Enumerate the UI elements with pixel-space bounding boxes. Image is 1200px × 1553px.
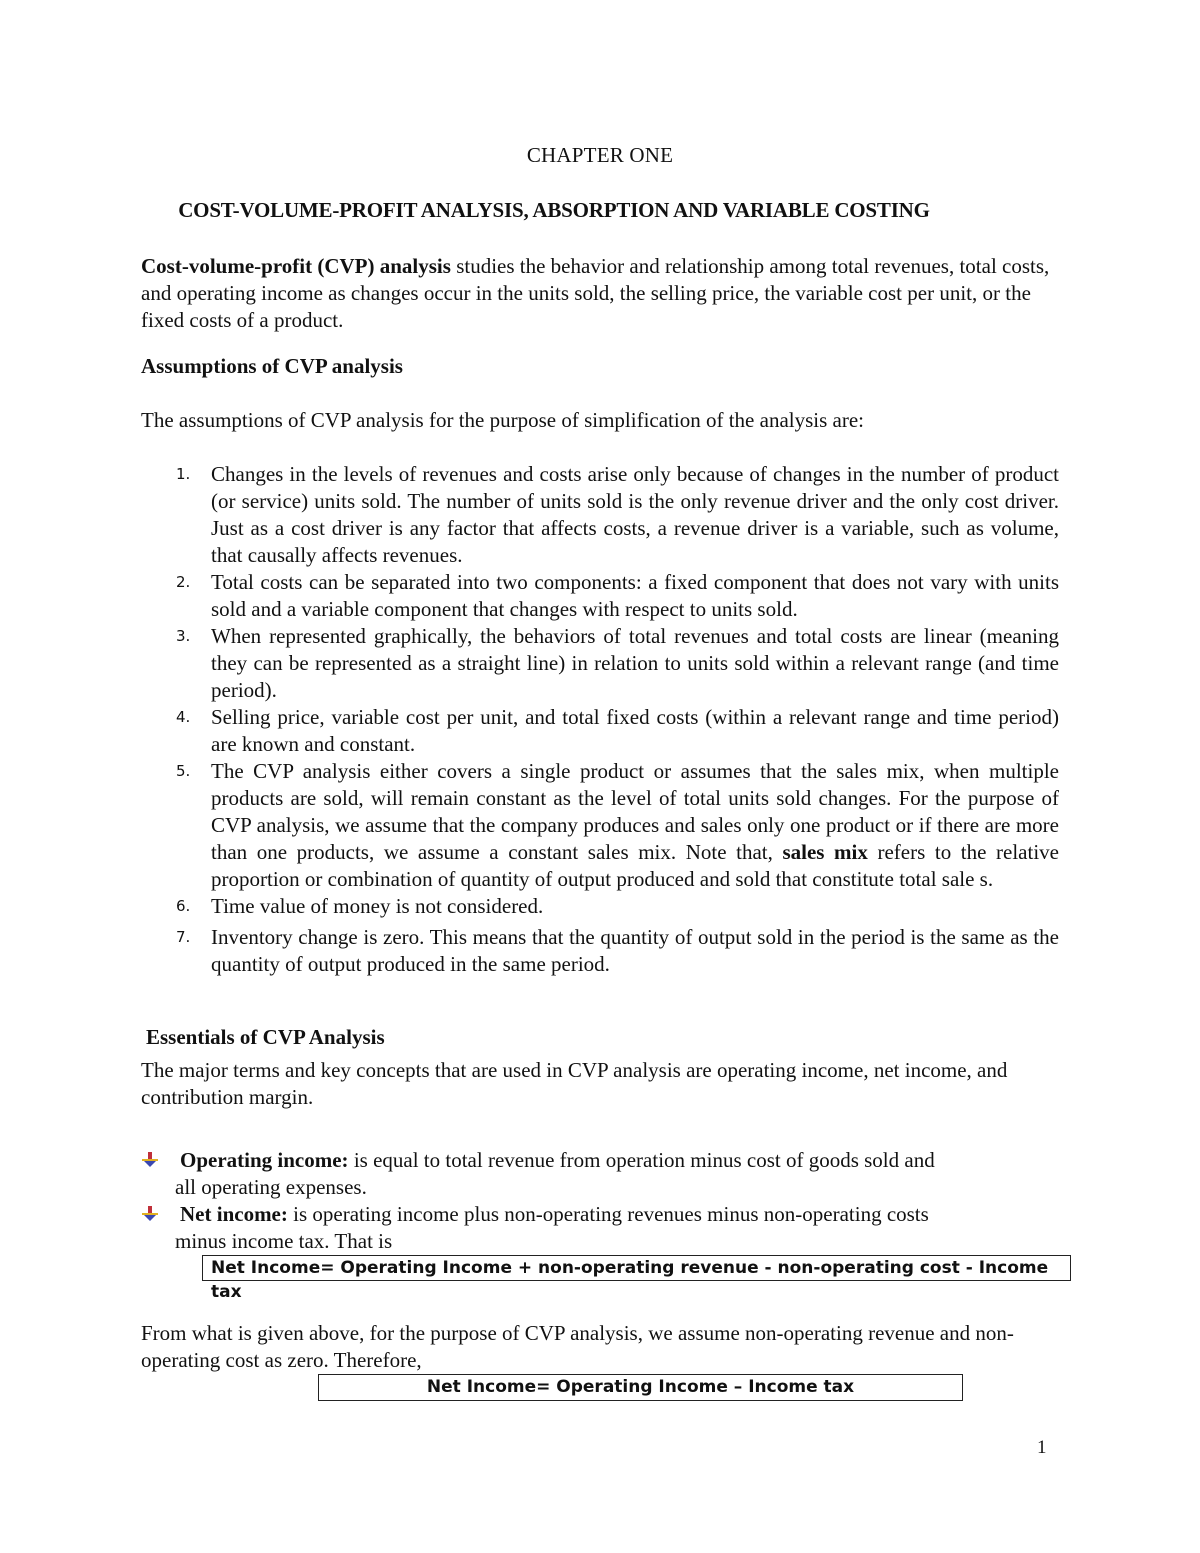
bullet-line	[141, 1147, 1041, 1174]
list-number: 6.	[176, 897, 191, 915]
list-number: 7.	[176, 928, 191, 946]
list-text: Total costs can be separated into two components: a fixed component that does not vary with units sold and a variable component that changes with respect to units sold.	[211, 570, 1059, 621]
assumptions-heading: Assumptions of CVP analysis	[141, 354, 403, 378]
list-text: refers to the relative proportion or combination of quantity of output produced and sold that constitute total sale s.	[211, 840, 1059, 891]
list-item	[141, 893, 1059, 920]
list-text: Time value of money is not considered.	[211, 894, 544, 918]
essentials-text: The major terms and key concepts that are used in CVP analysis are operating income, net income, and contribution margin.	[141, 1058, 1008, 1109]
list-number: 2.	[176, 573, 191, 591]
list-number: 3.	[176, 627, 191, 645]
essentials-heading: Essentials of CVP Analysis	[146, 1025, 385, 1049]
assumptions-intro: The assumptions of CVP analysis for the purpose of simplification of the analysis are:	[141, 408, 865, 432]
list-text: Selling price, variable cost per unit, and total fixed costs (within a relevant range and time period) are known and constant.	[211, 705, 1059, 756]
conclusion-paragraph: From what is given above, for the purpose of CVP analysis, we assume non-operating revenue and non- operating cost as zero. Therefore,	[141, 1321, 1014, 1372]
list-text: When represented graphically, the behaviors of total revenues and total costs are linear (meaning they can be represented as a straight line) in relation to units sold within a relevant range (and time period).	[211, 624, 1059, 702]
bullet-operating-income	[141, 1147, 1041, 1201]
bullet-term: Operating income:	[180, 1148, 349, 1172]
arrow-bullet-icon	[141, 1151, 159, 1169]
formula-box-simplified: Net Income= Operating Income – Income tax	[318, 1374, 963, 1401]
list-text: The CVP analysis either covers a single product or assumes that the sales mix, when multiple products are sold, will remain constant as the level of total units sold changes. For the purpose of CVP analysis, we assume that the company produces and sales only one product or if there are more than one products, we assume a constant sales mix. Note that,	[211, 759, 1059, 864]
list-item	[141, 623, 1059, 704]
intro-paragraph	[141, 253, 1066, 334]
bullet-net-income	[141, 1201, 1041, 1255]
list-text: Changes in the levels of revenues and costs arise only because of changes in the number of product (or service) units sold. The number of units sold is the only revenue driver and the only cost driver. Just as a cost driver is any factor that affects costs, a revenue driver is a variable, such as volume, that causally affects revenues.	[211, 462, 1059, 567]
intro-text: studies the behavior and relationship among total revenues, total costs, and operating income as changes occur in the units sold, the selling price, the variable cost per unit, or the fixed costs of a product.	[141, 254, 1050, 332]
list-item	[141, 924, 1059, 978]
bullet-text: is equal to total revenue from operation minus cost of goods sold and	[348, 1148, 935, 1172]
bullet-continuation: all operating expenses.	[175, 1175, 367, 1199]
list-item	[141, 461, 1059, 569]
list-item	[141, 758, 1059, 893]
bullet-line	[141, 1201, 1041, 1228]
bullet-continuation: minus income tax. That is	[175, 1229, 393, 1253]
arrow-bullet-icon	[141, 1205, 159, 1223]
intro-term: Cost-volume-profit (CVP) analysis	[141, 254, 451, 278]
formula-box-net-income: Net Income= Operating Income + non-operating revenue - non-operating cost - Income tax	[202, 1255, 1071, 1281]
list-number: 5.	[176, 762, 191, 780]
list-item	[141, 569, 1059, 623]
list-number: 1.	[176, 465, 191, 483]
chapter-subtitle: COST-VOLUME-PROFIT ANALYSIS, ABSORPTION AND VARIABLE COSTING	[178, 198, 930, 222]
chapter-title: CHAPTER ONE	[526, 143, 674, 167]
bullet-term: Net income:	[180, 1202, 288, 1226]
list-text: Inventory change is zero. This means that the quantity of output sold in the period is the same as the quantity of output produced in the same period.	[211, 925, 1059, 976]
list-number: 4.	[176, 708, 191, 726]
assumptions-list	[141, 461, 1059, 978]
list-item	[141, 704, 1059, 758]
bullet-text: is operating income plus non-operating revenues minus non-operating costs	[287, 1202, 929, 1226]
sales-mix-term: sales mix	[782, 840, 868, 864]
page-number: 1	[1037, 1437, 1047, 1458]
